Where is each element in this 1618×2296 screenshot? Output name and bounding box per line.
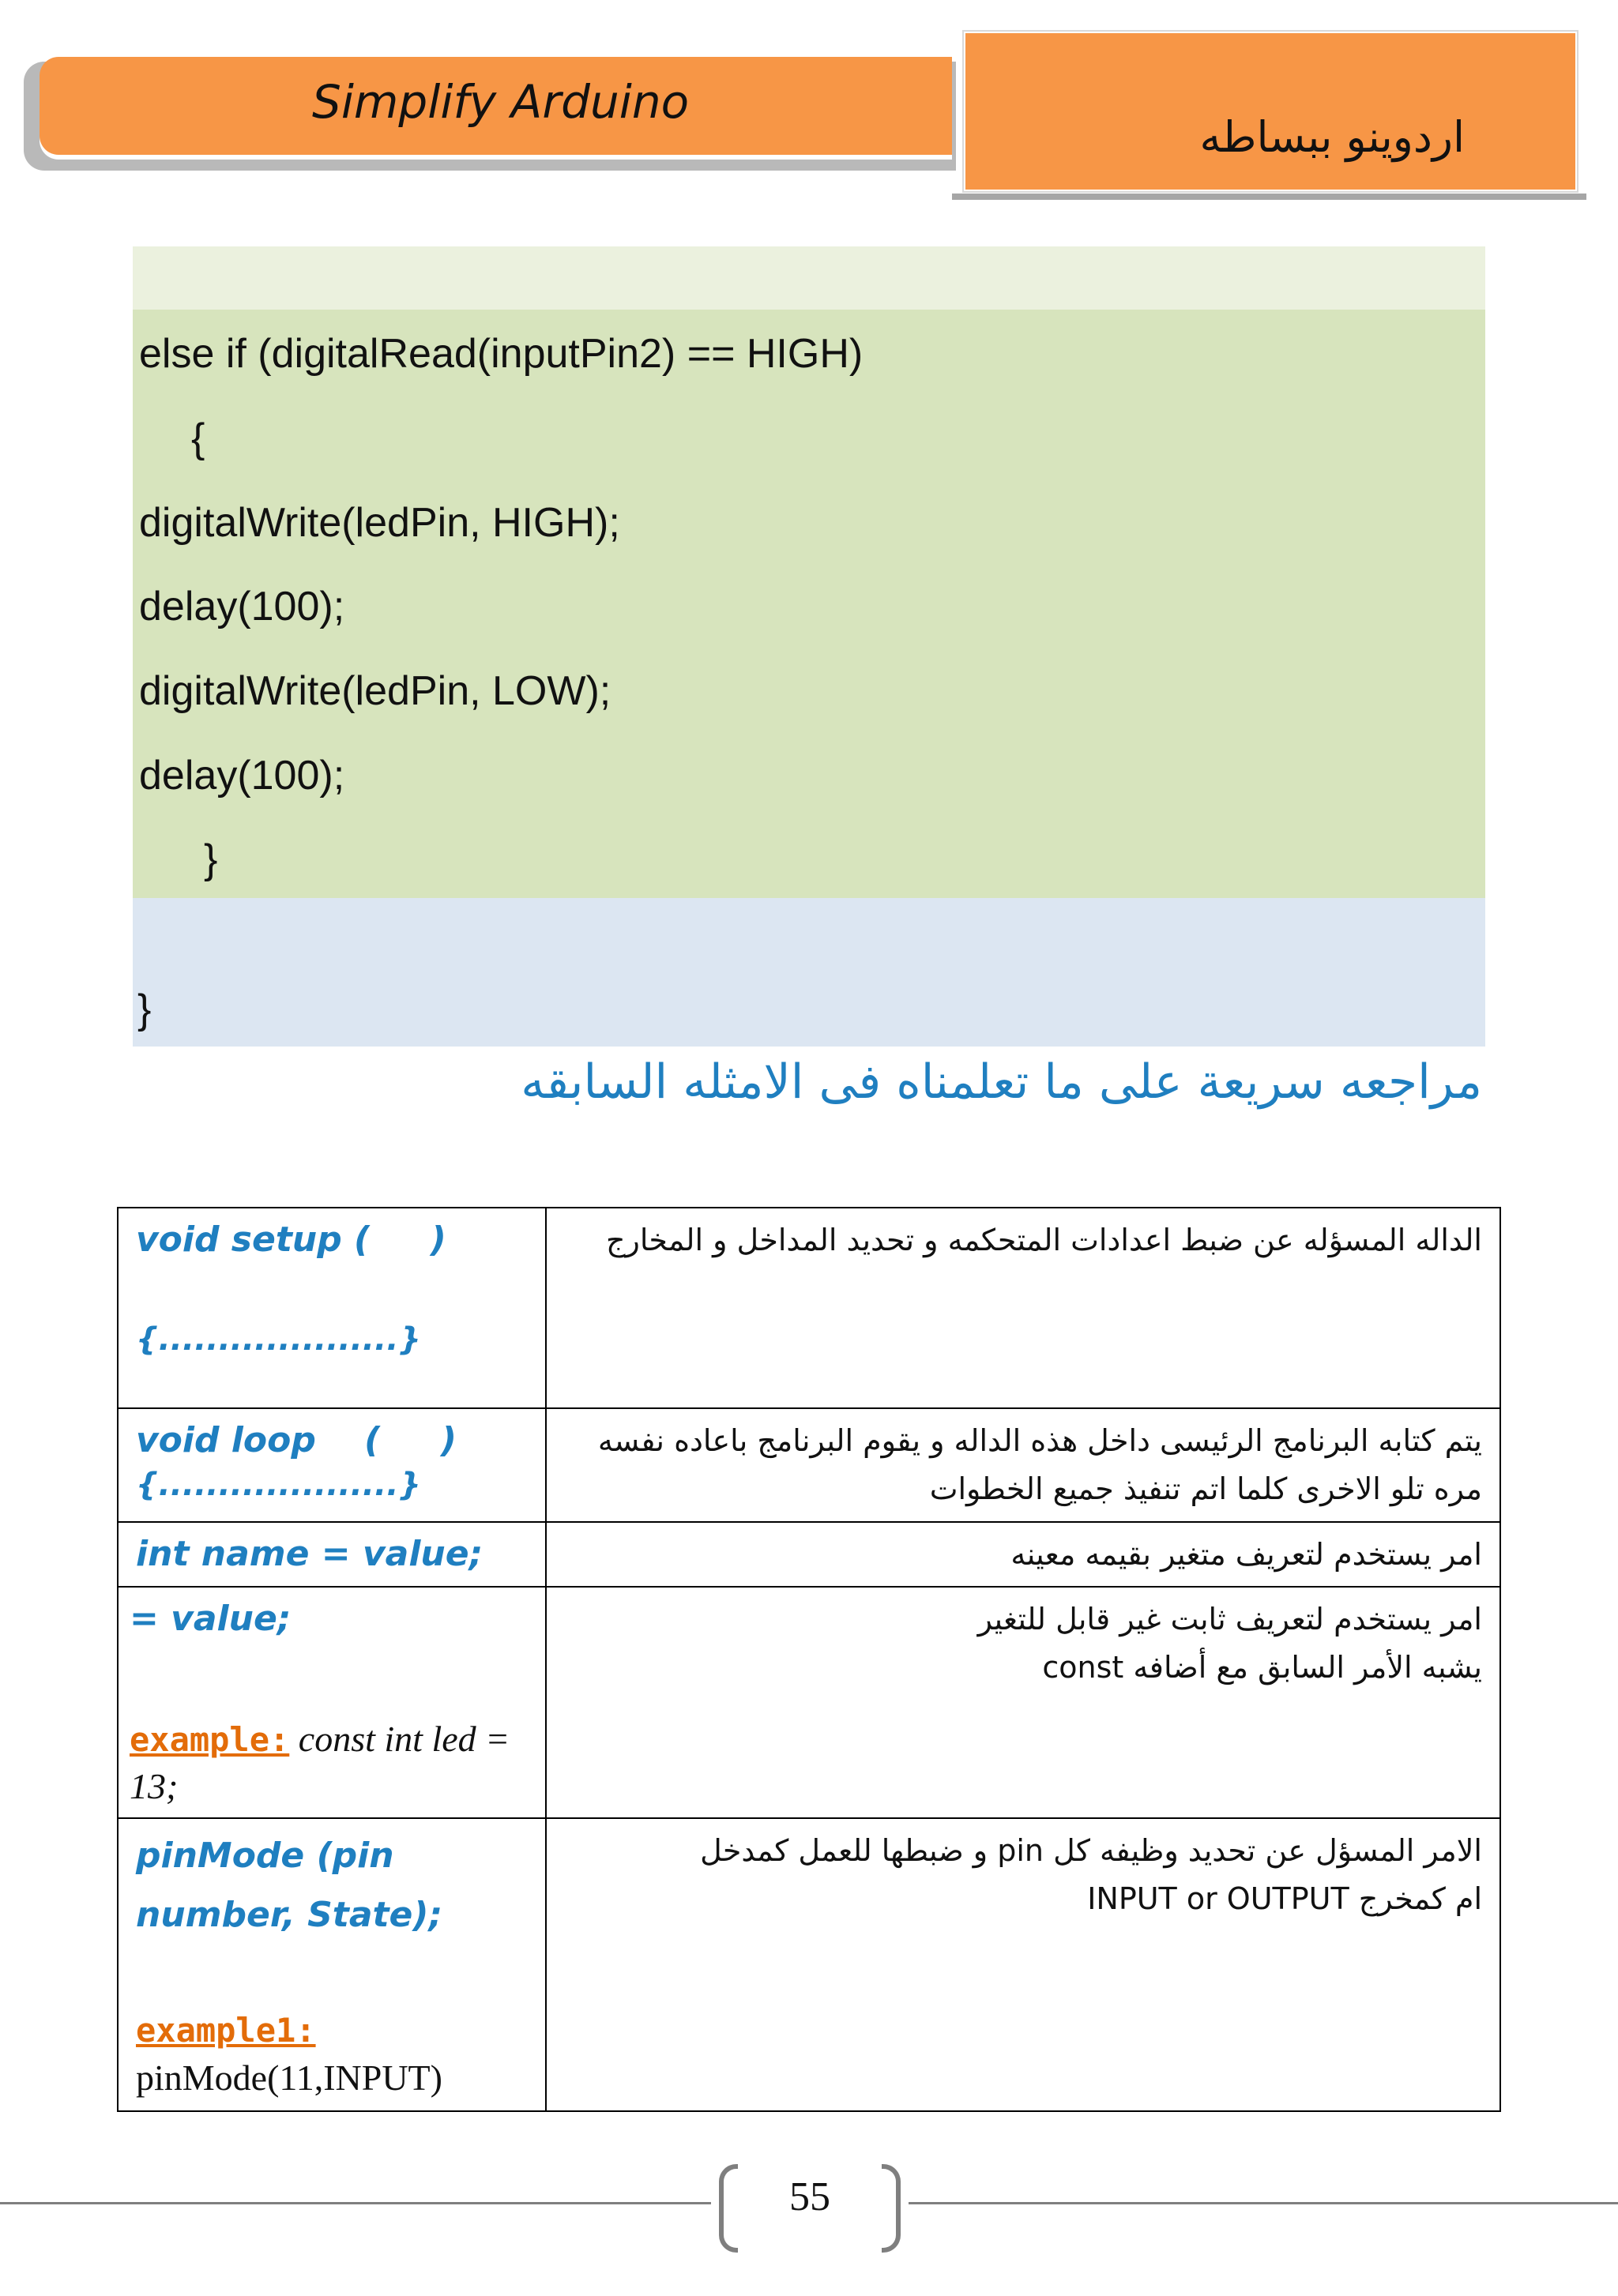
summary-table xyxy=(117,1207,1501,2112)
code-block-top-band xyxy=(133,246,1485,310)
header-right-banner-shadow xyxy=(952,194,1586,200)
code-text: pinMode (pin number, State); xyxy=(136,1836,443,1936)
description-text: امر يستخدم لتعريف ثابت غير قابل للتغير xyxy=(977,1602,1482,1637)
description-text: الامر المسؤل عن تحديد وظيفه كل pin و ضبطها للعمل كمدخل xyxy=(700,1833,1482,1869)
code-text: = value; xyxy=(130,1599,292,1640)
page-number: 55 xyxy=(789,2174,830,2219)
page-number-bracket-left xyxy=(719,2164,738,2253)
description-cell xyxy=(546,1818,1500,2111)
code-line: } xyxy=(137,986,152,1032)
code-line: delay(100); xyxy=(139,584,345,629)
description-text: الداله المسؤله عن ضبط اعدادات المتحكمه و تحديد المداخل و المخارج xyxy=(605,1223,1482,1257)
example-code: const int led = 13; xyxy=(130,1718,510,1806)
code-cell xyxy=(118,1818,546,2111)
example-label: example: xyxy=(130,1719,290,1759)
code-text: void loop ( ) xyxy=(136,1420,457,1460)
page-number-bracket-right xyxy=(882,2164,901,2253)
description-cell xyxy=(546,1208,1500,1408)
description-cell xyxy=(546,1408,1500,1522)
table-row xyxy=(118,1208,1500,1408)
code-cell xyxy=(118,1408,546,1522)
header-right-banner xyxy=(964,32,1577,191)
code-line: digitalWrite(ledPin, HIGH); xyxy=(139,500,620,546)
table-row xyxy=(118,1408,1500,1522)
code-block-bottom-band xyxy=(133,898,1485,1047)
footer-rule-left xyxy=(0,2202,711,2204)
description-text: يشبه الأمر السابق مع أضافه const xyxy=(1042,1650,1482,1685)
example-label: example1: xyxy=(136,2010,316,2050)
description-cell xyxy=(546,1587,1500,1818)
example-block xyxy=(130,1715,528,1810)
footer-rule-right xyxy=(909,2202,1618,2204)
table-row xyxy=(118,1522,1500,1588)
description-text: يتم كتابه البرنامج الرئيسى داخل هذه الداله و يقوم البرنامج باعاده نفسه مره تلو الاخرى كلما اتم تنفيذ جميع الخطوات xyxy=(597,1423,1482,1506)
code-cell xyxy=(118,1587,546,1818)
code-line: { xyxy=(191,415,205,461)
example-code: pinMode(11,INPUT) xyxy=(136,2057,442,2099)
code-cell xyxy=(118,1522,546,1588)
table-row xyxy=(118,1818,1500,2111)
code-text: int name = value; xyxy=(136,1533,484,1574)
code-line: else if (digitalRead(inputPin2) == HIGH) xyxy=(139,331,864,377)
code-line: } xyxy=(204,836,218,882)
description-text: ام كمخرج INPUT or OUTPUT xyxy=(1087,1881,1482,1917)
code-line: delay(100); xyxy=(139,753,345,799)
code-line: digitalWrite(ledPin, LOW); xyxy=(139,668,611,714)
code-cell xyxy=(118,1208,546,1408)
table-row xyxy=(118,1587,1500,1818)
review-heading: مراجعه سريعة على ما تعلمناه فى الامثله السابقه xyxy=(521,1054,1482,1110)
code-text: void setup ( ) xyxy=(136,1219,446,1260)
code-text: {....................} xyxy=(136,1321,421,1358)
description-cell xyxy=(546,1522,1500,1588)
code-text: {....................} xyxy=(136,1467,421,1504)
header-title-arabic: اردوينو ببساطه xyxy=(1199,112,1465,162)
description-text: امر يستخدم لتعريف متغير بقيمه معينه xyxy=(1010,1536,1482,1572)
header-title-english: Simplify Arduino xyxy=(312,75,690,129)
